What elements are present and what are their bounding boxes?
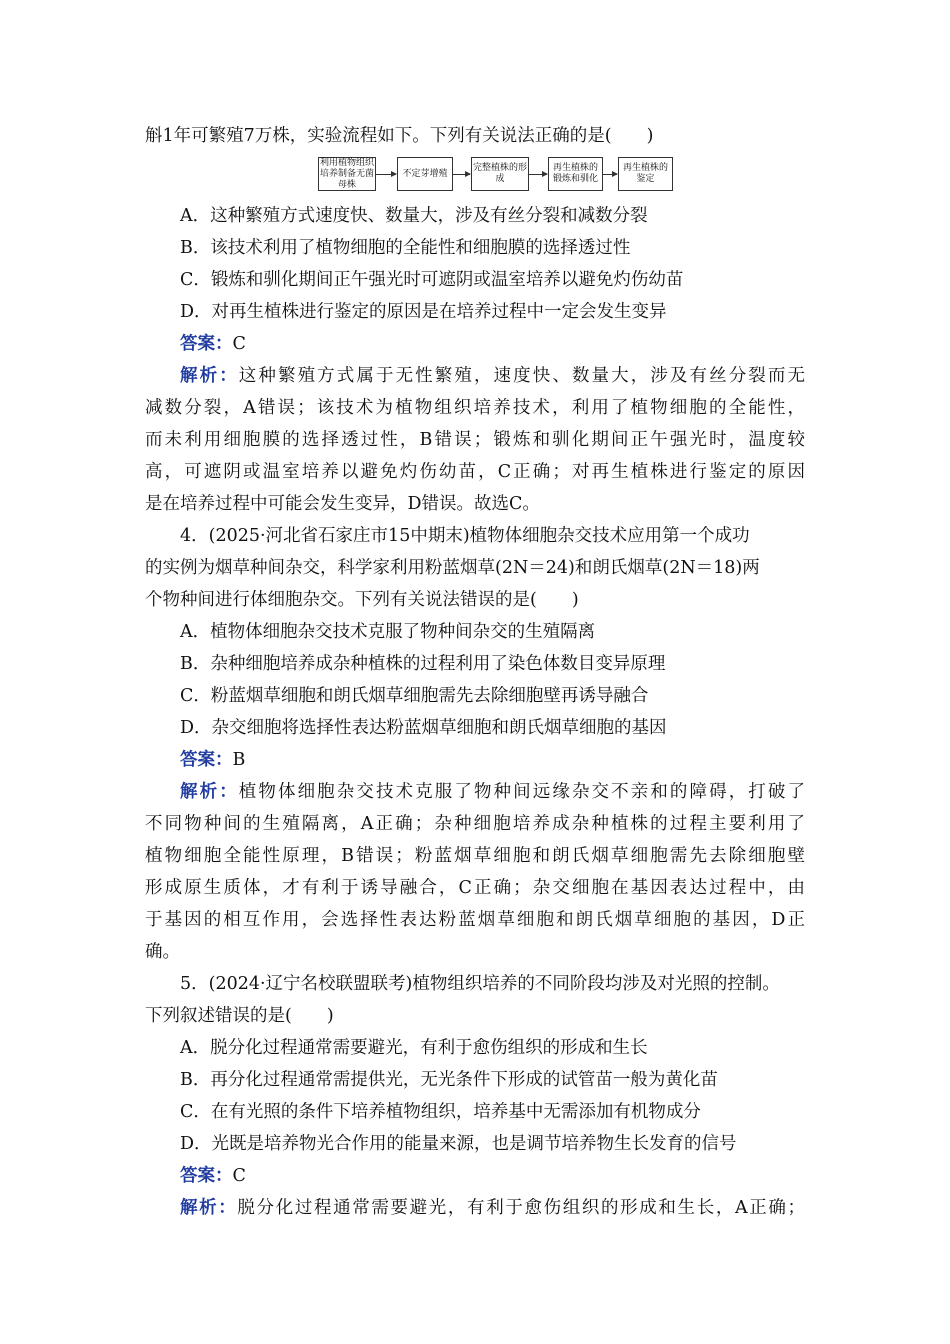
q3-analysis-line-2: 减数分裂，A错误；该技术为植物组织培养技术，利用了植物细胞的全能性， bbox=[145, 398, 805, 418]
answer-label: 答案： bbox=[180, 334, 233, 354]
q4-stem-line-3: 个物种间进行体细胞杂交。下列有关说法错误的是( ) bbox=[145, 590, 579, 610]
q4-analysis-line-6: 确。 bbox=[145, 942, 180, 962]
q3-option-a: A．这种繁殖方式速度快、数量大，涉及有丝分裂和减数分裂 bbox=[180, 206, 648, 226]
q4-analysis-line-2: 不同物种间的生殖隔离，A正确；杂种细胞培养成杂种植株的过程主要利用了 bbox=[145, 814, 805, 834]
q4-answer bbox=[180, 749, 840, 771]
flow-arrow-icon bbox=[603, 174, 617, 175]
answer-value: C bbox=[232, 334, 246, 354]
q3-analysis-line-4: 高，可遮阴或温室培养以避免灼伤幼苗，C正确；对再生植株进行鉴定的原因 bbox=[145, 462, 805, 482]
answer-label: 答案： bbox=[180, 1166, 233, 1186]
q4-option-d: D．杂交细胞将选择性表达粉蓝烟草细胞和朗氏烟草细胞的基因 bbox=[180, 718, 667, 738]
flow-step-5: 再生植株的鉴定 bbox=[618, 157, 673, 191]
q5-option-a: A．脱分化过程通常需要避光，有利于愈伤组织的形成和生长 bbox=[180, 1038, 648, 1058]
q4-analysis-line-5: 于基因的相互作用，会选择性表达粉蓝烟草细胞和朗氏烟草细胞的基因，D正 bbox=[145, 910, 805, 930]
q5-option-c: C．在有光照的条件下培养植物组织，培养基中无需添加有机物成分 bbox=[180, 1102, 701, 1122]
q4-option-b: B．杂种细胞培养成杂种植株的过程利用了染色体数目变异原理 bbox=[180, 654, 666, 674]
q3-option-b: B．该技术利用了植物细胞的全能性和细胞膜的选择透过性 bbox=[180, 238, 631, 258]
q4-option-a: A．植物体细胞杂交技术克服了物种间杂交的生殖隔离 bbox=[180, 622, 596, 642]
q4-stem-line-2: 的实例为烟草种间杂交，科学家利用粉蓝烟草(2N＝24)和朗氏烟草(2N＝18)两 bbox=[145, 558, 760, 578]
intro-line: 斛1年可繁殖7万株，实验流程如下。下列有关说法正确的是( ) bbox=[145, 126, 654, 146]
q3-analysis-line-3: 而未利用细胞膜的选择透过性，B错误；锻炼和驯化期间正午强光时，温度较 bbox=[145, 430, 805, 450]
flow-arrow-icon bbox=[453, 174, 470, 175]
q5-stem-line-1: 5．(2024·辽宁名校联盟联考)植物组织培养的不同阶段均涉及对光照的控制。 bbox=[180, 974, 780, 994]
flow-step-1: 利用植物组织培养制备无菌母株 bbox=[319, 157, 374, 190]
q4-analysis-line-4: 形成原生质体，才有利于诱导融合，C正确；杂交细胞在基因表达过程中，由 bbox=[145, 878, 805, 898]
q4-analysis-line-1: 解析：植物体细胞杂交技术克服了物种间远缘杂交不亲和的障碍，打破了 bbox=[180, 782, 806, 802]
q3-analysis-line-5: 是在培养过程中可能会发生变异，D错误。故选C。 bbox=[145, 494, 540, 514]
q3-option-c: C．锻炼和驯化期间正午强光时可遮阴或温室培养以避免灼伤幼苗 bbox=[180, 270, 684, 290]
q3-analysis-line-1: 解析：这种繁殖方式属于无性繁殖，速度快、数量大，涉及有丝分裂而无 bbox=[180, 366, 806, 386]
flow-step-2: 不定芽增殖 bbox=[397, 157, 453, 191]
q5-stem-line-2: 下列叙述错误的是( ) bbox=[145, 1006, 334, 1026]
q3-answer bbox=[180, 333, 840, 355]
q5-answer bbox=[180, 1165, 840, 1187]
answer-label: 答案： bbox=[180, 750, 233, 770]
answer-value: B bbox=[232, 750, 246, 770]
q4-option-c: C．粉蓝烟草细胞和朗氏烟草细胞需先去除细胞壁再诱导融合 bbox=[180, 686, 649, 706]
analysis-label: 解析： bbox=[180, 782, 239, 802]
q5-option-d: D．光既是培养物光合作用的能量来源，也是调节培养物生长发育的信号 bbox=[180, 1134, 737, 1154]
q4-stem-line-1: 4．(2025·河北省石家庄市15中期末)植物体细胞杂交技术应用第一个成功 bbox=[180, 526, 750, 546]
q3-option-d: D．对再生植株进行鉴定的原因是在培养过程中一定会发生变异 bbox=[180, 302, 667, 322]
flow-step-3: 完整植株的形成 bbox=[471, 157, 529, 191]
q5-option-b: B．再分化过程通常需提供光，无光条件下形成的试管苗一般为黄化苗 bbox=[180, 1070, 718, 1090]
flow-step-4: 再生植株的锻炼和驯化 bbox=[548, 157, 603, 191]
flow-arrow-icon bbox=[529, 174, 547, 175]
analysis-label: 解析： bbox=[180, 366, 239, 386]
flowchart bbox=[318, 157, 673, 193]
answer-value: C bbox=[232, 1166, 246, 1186]
q5-analysis-line-1: 解析：脱分化过程通常需要避光，有利于愈伤组织的形成和生长，A正确； bbox=[180, 1198, 806, 1218]
analysis-label: 解析： bbox=[180, 1198, 238, 1218]
q4-analysis-line-3: 植物细胞全能性原理，B错误；粉蓝烟草细胞和朗氏烟草细胞需先去除细胞壁 bbox=[145, 846, 805, 866]
flow-arrow-icon bbox=[376, 174, 396, 175]
